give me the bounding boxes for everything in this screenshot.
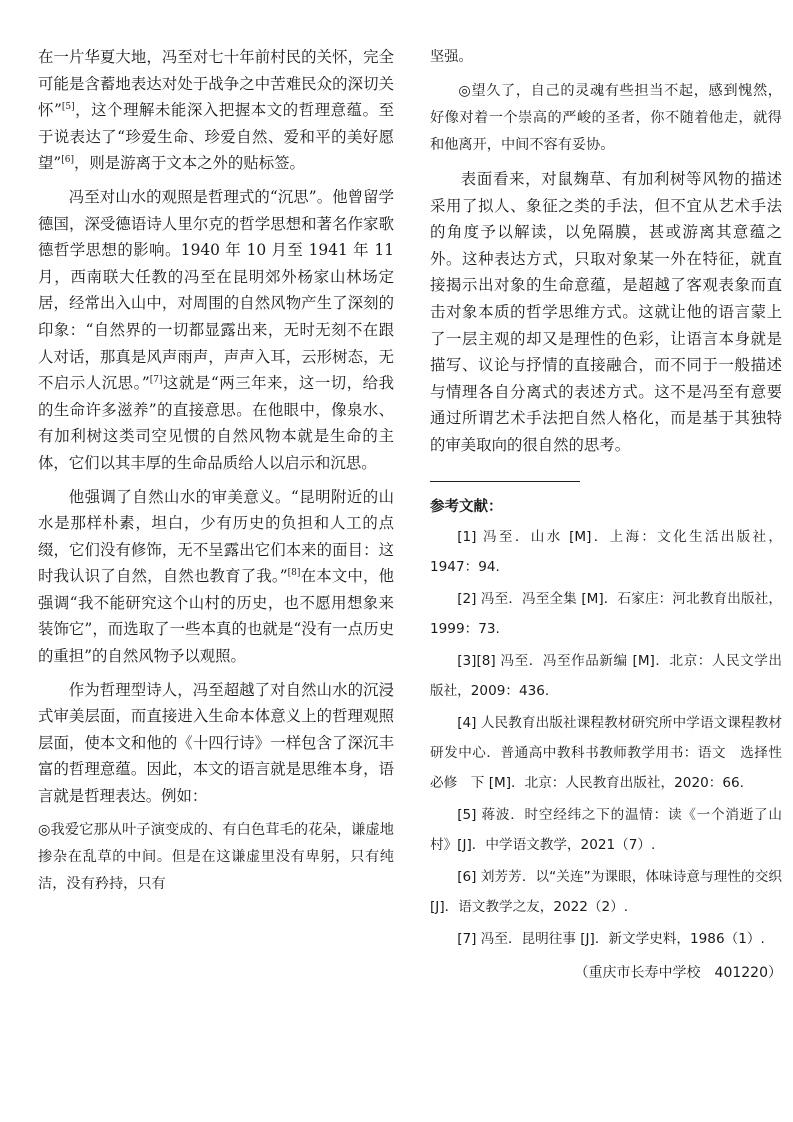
paragraph-5: 表面看来，对鼠麹草、有加利树等风物的描述采用了拟人、象征之类的手法，但不宜从艺术手法的角度予以解读，以免隔膜，甚或游离其意蕴之外。这种表达方式，只取对象某一外在特征，就直接揭示出对象的生命意蕴，是超越了客观表象而直击对象本质的哲学思维方式。这就让他的语言蒙上了一层主观的却又是理性的色彩，让语言本身就是描写、议论与抒情的直接融合，而不同于一般描述与情理各自分离式的表述方式。这不是冯至有意要通过所谓艺术手法把自然人格化，而是基于其独特的审美取向的很自然的思考。 <box>430 170 782 454</box>
references-divider <box>430 481 580 482</box>
paragraph-1-text-b: ，这个理解未能深入把握本文的哲理意蕴。至于说表达了“珍爱生命、珍爱自然、爱和平的美好愿望” <box>38 101 394 173</box>
paragraph-3-text-a: 他强调了自然山水的审美意义。“昆明附近的山水是那样朴素，坦白，少有历史的负担和人工的点缀，它们没有修饰，无不呈露出它们本来的面目：这时我认识了自然，自然也教育了我。” <box>38 487 394 586</box>
paragraph-3 <box>38 484 394 670</box>
paragraph-2-text-b: 这就是“两三年来，这一切，给我的生命许多滋养”的直接意思。在他眼中，像泉水、有加利树这类司空见惯的自然风物本就是生命的主体，它们以其丰厚的生命品质给人以启示和沉思。 <box>38 374 395 472</box>
reference-item: [7] 冯至．昆明往事 [J]．新文学史料，1986（1）. <box>457 930 765 947</box>
reference-item: [2] 冯至．冯至全集 [M]．石家庄：河北教育出版社，1999：73. <box>430 590 782 637</box>
citation-6: [6] <box>61 155 75 166</box>
paragraph-4: 作为哲理型诗人，冯至超越了对自然山水的沉浸式审美层面，而直接进入生命本体意义上的哲理观照层面，使本文和他的《十四行诗》一样包含了深沉丰富的哲理意蕴。因此，本文的语言就是思维本身，语言就是哲理表达。例如： <box>38 680 394 806</box>
author-affiliation: （重庆市长寿中学校 401220） <box>574 964 782 981</box>
reference-item: [6] 刘芳芳．以“关连”为课眼，体味诗意与理性的交织 [J]．语文教学之友，2022（2）. <box>430 868 782 915</box>
reference-item: [3][8] 冯至．冯至作品新编 [M]．北京：人民文学出版社，2009：436. <box>430 652 782 699</box>
citation-8: [8] <box>287 568 301 579</box>
citation-7: [7] <box>149 375 163 385</box>
references-list <box>430 522 782 954</box>
paragraph-1 <box>38 44 394 177</box>
references-title: 参考文献： <box>430 498 503 515</box>
paragraph-2 <box>38 184 394 477</box>
paragraph-1-text-c: ，则是游离于文本之外的贴标签。 <box>74 154 305 173</box>
quote-1-end: 坚强。 <box>430 49 473 65</box>
reference-item: [1] 冯至．山水 [M]．上海：文化生活出版社，1947：94. <box>430 528 782 575</box>
paragraph-1-text-a: 在一片华夏大地，冯至对七十年前村民的关怀，完全可能是含蓄地表达对处于战争之中苦难民众的深切关怀” <box>38 48 394 120</box>
reference-item: [5] 蒋波．时空经纬之下的温情：读《一个消逝了山村》[J]．中学语文教学，2021（7）. <box>430 806 782 853</box>
quote-2: ◎望久了，自己的灵魂有些担当不起，感到愧然，好像对着一个崇高的严峻的圣者，你不随着他走，就得和他离开，中间不容有妥协。 <box>430 83 782 153</box>
left-column <box>38 44 394 898</box>
paragraph-3-text-b: 在本文中，他强调“我不能研究这个山村的历史，也不愿用想象来装饰它”，而选取了一些本真的也就是“没有一点历史的重担”的自然风物予以观照。 <box>38 567 394 666</box>
quote-1: ◎我爱它那从叶子演变成的、有白色茸毛的花朵，谦虚地掺杂在乱草的中间。但是在这谦虚里没有卑躬，只有纯洁，没有矜持，只有 <box>38 821 394 892</box>
paragraph-2-text-a: 冯至对山水的观照是哲理式的“沉思”。他曾留学德国，深受德语诗人里尔克的哲学思想和著名作家歌德哲学思想的影响。1940 年 10 月至 1941 年 11 月，西南联大任教的冯至在昆明郊外杨家山林场定居，经常出入山中，对周围的自然风物产生了深刻的印象：“自然界的一切都显露出来，无时无刻不在跟人对话，那真是风声雨声，声声入耳，云形树态，无不启示人沉思。” <box>38 187 394 393</box>
citation-5: [5] <box>61 102 75 113</box>
reference-item: [4] 人民教育出版社课程教材研究所中学语文课程教材研发中心．普通高中教科书教师教学用书：语文 选择性必修 下 [M]．北京：人民教育出版社，2020：66. <box>430 714 782 791</box>
right-column <box>430 44 782 988</box>
